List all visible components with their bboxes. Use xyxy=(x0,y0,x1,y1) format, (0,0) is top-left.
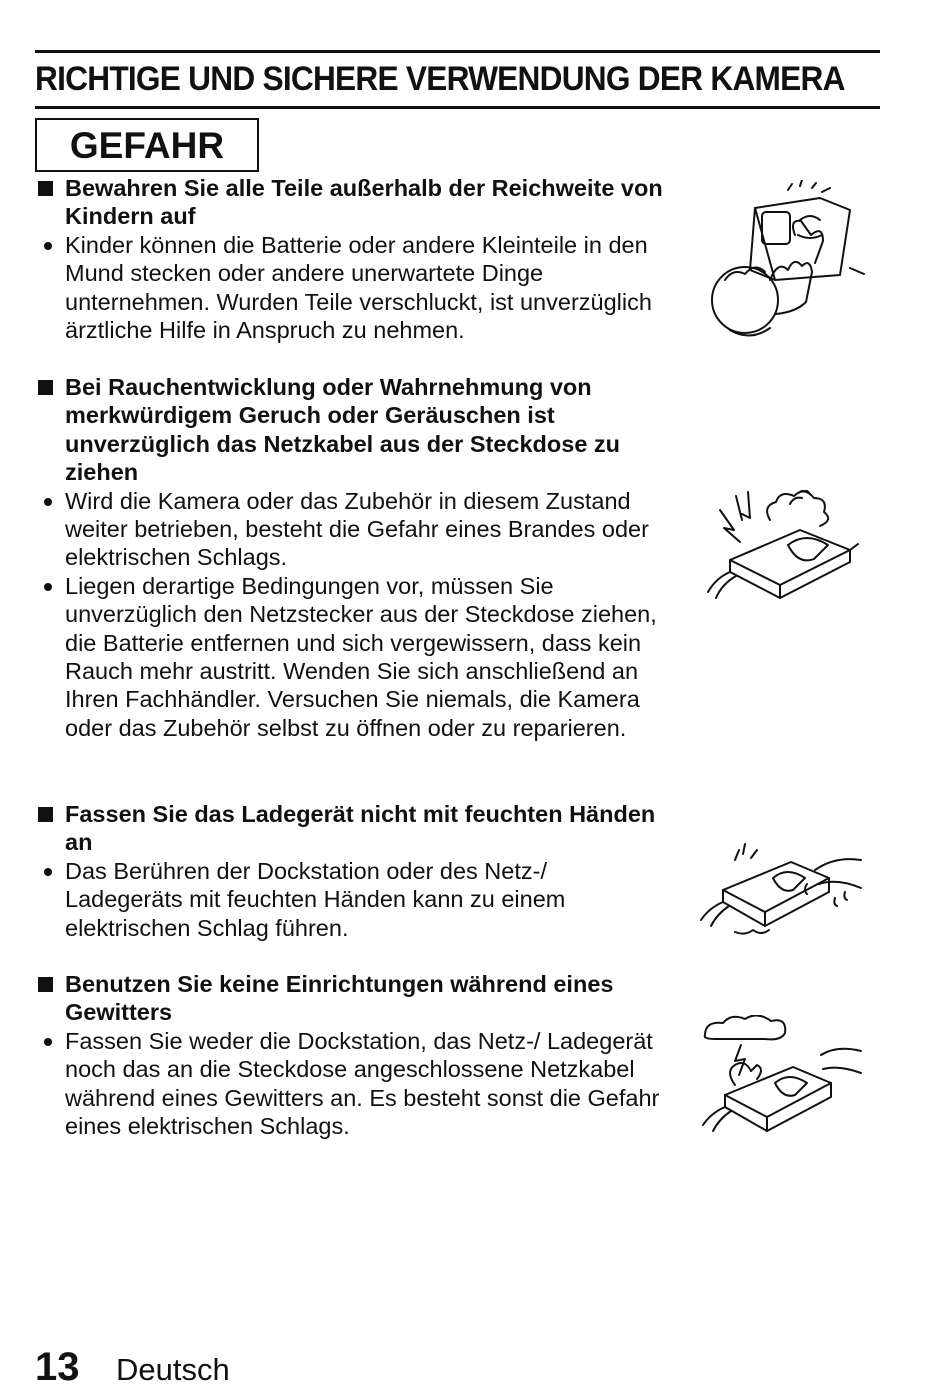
section-heading: Bei Rauchentwicklung oder Wahrnehmung von merkwürdigem Geruch oder Geräuschen ist unverzüglich das Netzkabel aus der Steckdose zu ziehen xyxy=(38,373,663,487)
round-bullet-icon xyxy=(44,498,52,506)
bullet-item: Liegen derartige Bedingungen vor, müssen Sie unverzüglich den Netzstecker aus der Steckdose ziehen, die Batterie entfernen und sich vergewissern, dass kein Rauch mehr austritt. Wenden Sie sich anschließend an Ihren Fachhändler. Versuchen Sie niemals, die Kamera oder das Zubehör selbst zu öffnen oder zu reparieren. xyxy=(38,572,663,742)
round-bullet-icon xyxy=(44,583,52,591)
thunderstorm-charger-illustration xyxy=(695,1015,865,1145)
smoking-charger-illustration xyxy=(700,490,860,610)
section-heading: Bewahren Sie alle Teile außerhalb der Reichweite von Kindern auf xyxy=(38,174,663,231)
round-bullet-icon xyxy=(44,1038,52,1046)
bullet-item: Wird die Kamera oder das Zubehör in diesem Zustand weiter betrieben, besteht die Gefahr eines Brandes oder elektrischen Schlags. xyxy=(38,487,663,572)
section-heading: Benutzen Sie keine Einrichtungen während eines Gewitters xyxy=(38,970,663,1027)
round-bullet-icon xyxy=(44,868,52,876)
square-bullet-icon xyxy=(38,807,53,822)
square-bullet-icon xyxy=(38,181,53,196)
bullet-item: Fassen Sie weder die Dockstation, das Netz-/ Ladegerät noch das an die Steckdose angeschlossene Netzkabel während eines Gewitters an. Es besteht sonst die Gefahr eines elektrischen Schlags. xyxy=(38,1027,663,1141)
square-bullet-icon xyxy=(38,977,53,992)
section-smoke xyxy=(38,373,663,742)
section-wet-hands xyxy=(38,800,663,942)
page-title: RICHTIGE UND SICHERE VERWENDUNG DER KAMERA xyxy=(35,60,845,98)
page-number: 13 xyxy=(35,1345,80,1389)
round-bullet-icon xyxy=(44,242,52,250)
section-heading: Fassen Sie das Ladegerät nicht mit feuchten Händen an xyxy=(38,800,663,857)
title-rule xyxy=(35,106,880,109)
section-thunderstorm xyxy=(38,970,663,1140)
bullet-item: Kinder können die Batterie oder andere Kleinteile in den Mund stecken oder andere unerwartete Dinge unternehmen. Wurden Teile verschluckt, ist unverzüglich ärztliche Hilfe in Anspruch zu nehmen. xyxy=(38,231,663,345)
danger-label: GEFAHR xyxy=(35,118,259,172)
child-camera-illustration xyxy=(700,180,865,348)
section-children xyxy=(38,174,663,344)
bullet-item: Das Berühren der Dockstation oder des Netz-/ Ladegeräts mit feuchten Händen kann zu einem elektrischen Schlag führen. xyxy=(38,857,663,942)
top-rule xyxy=(35,50,880,53)
square-bullet-icon xyxy=(38,380,53,395)
wet-hands-charger-illustration xyxy=(695,840,865,950)
page-language: Deutsch xyxy=(116,1352,230,1387)
